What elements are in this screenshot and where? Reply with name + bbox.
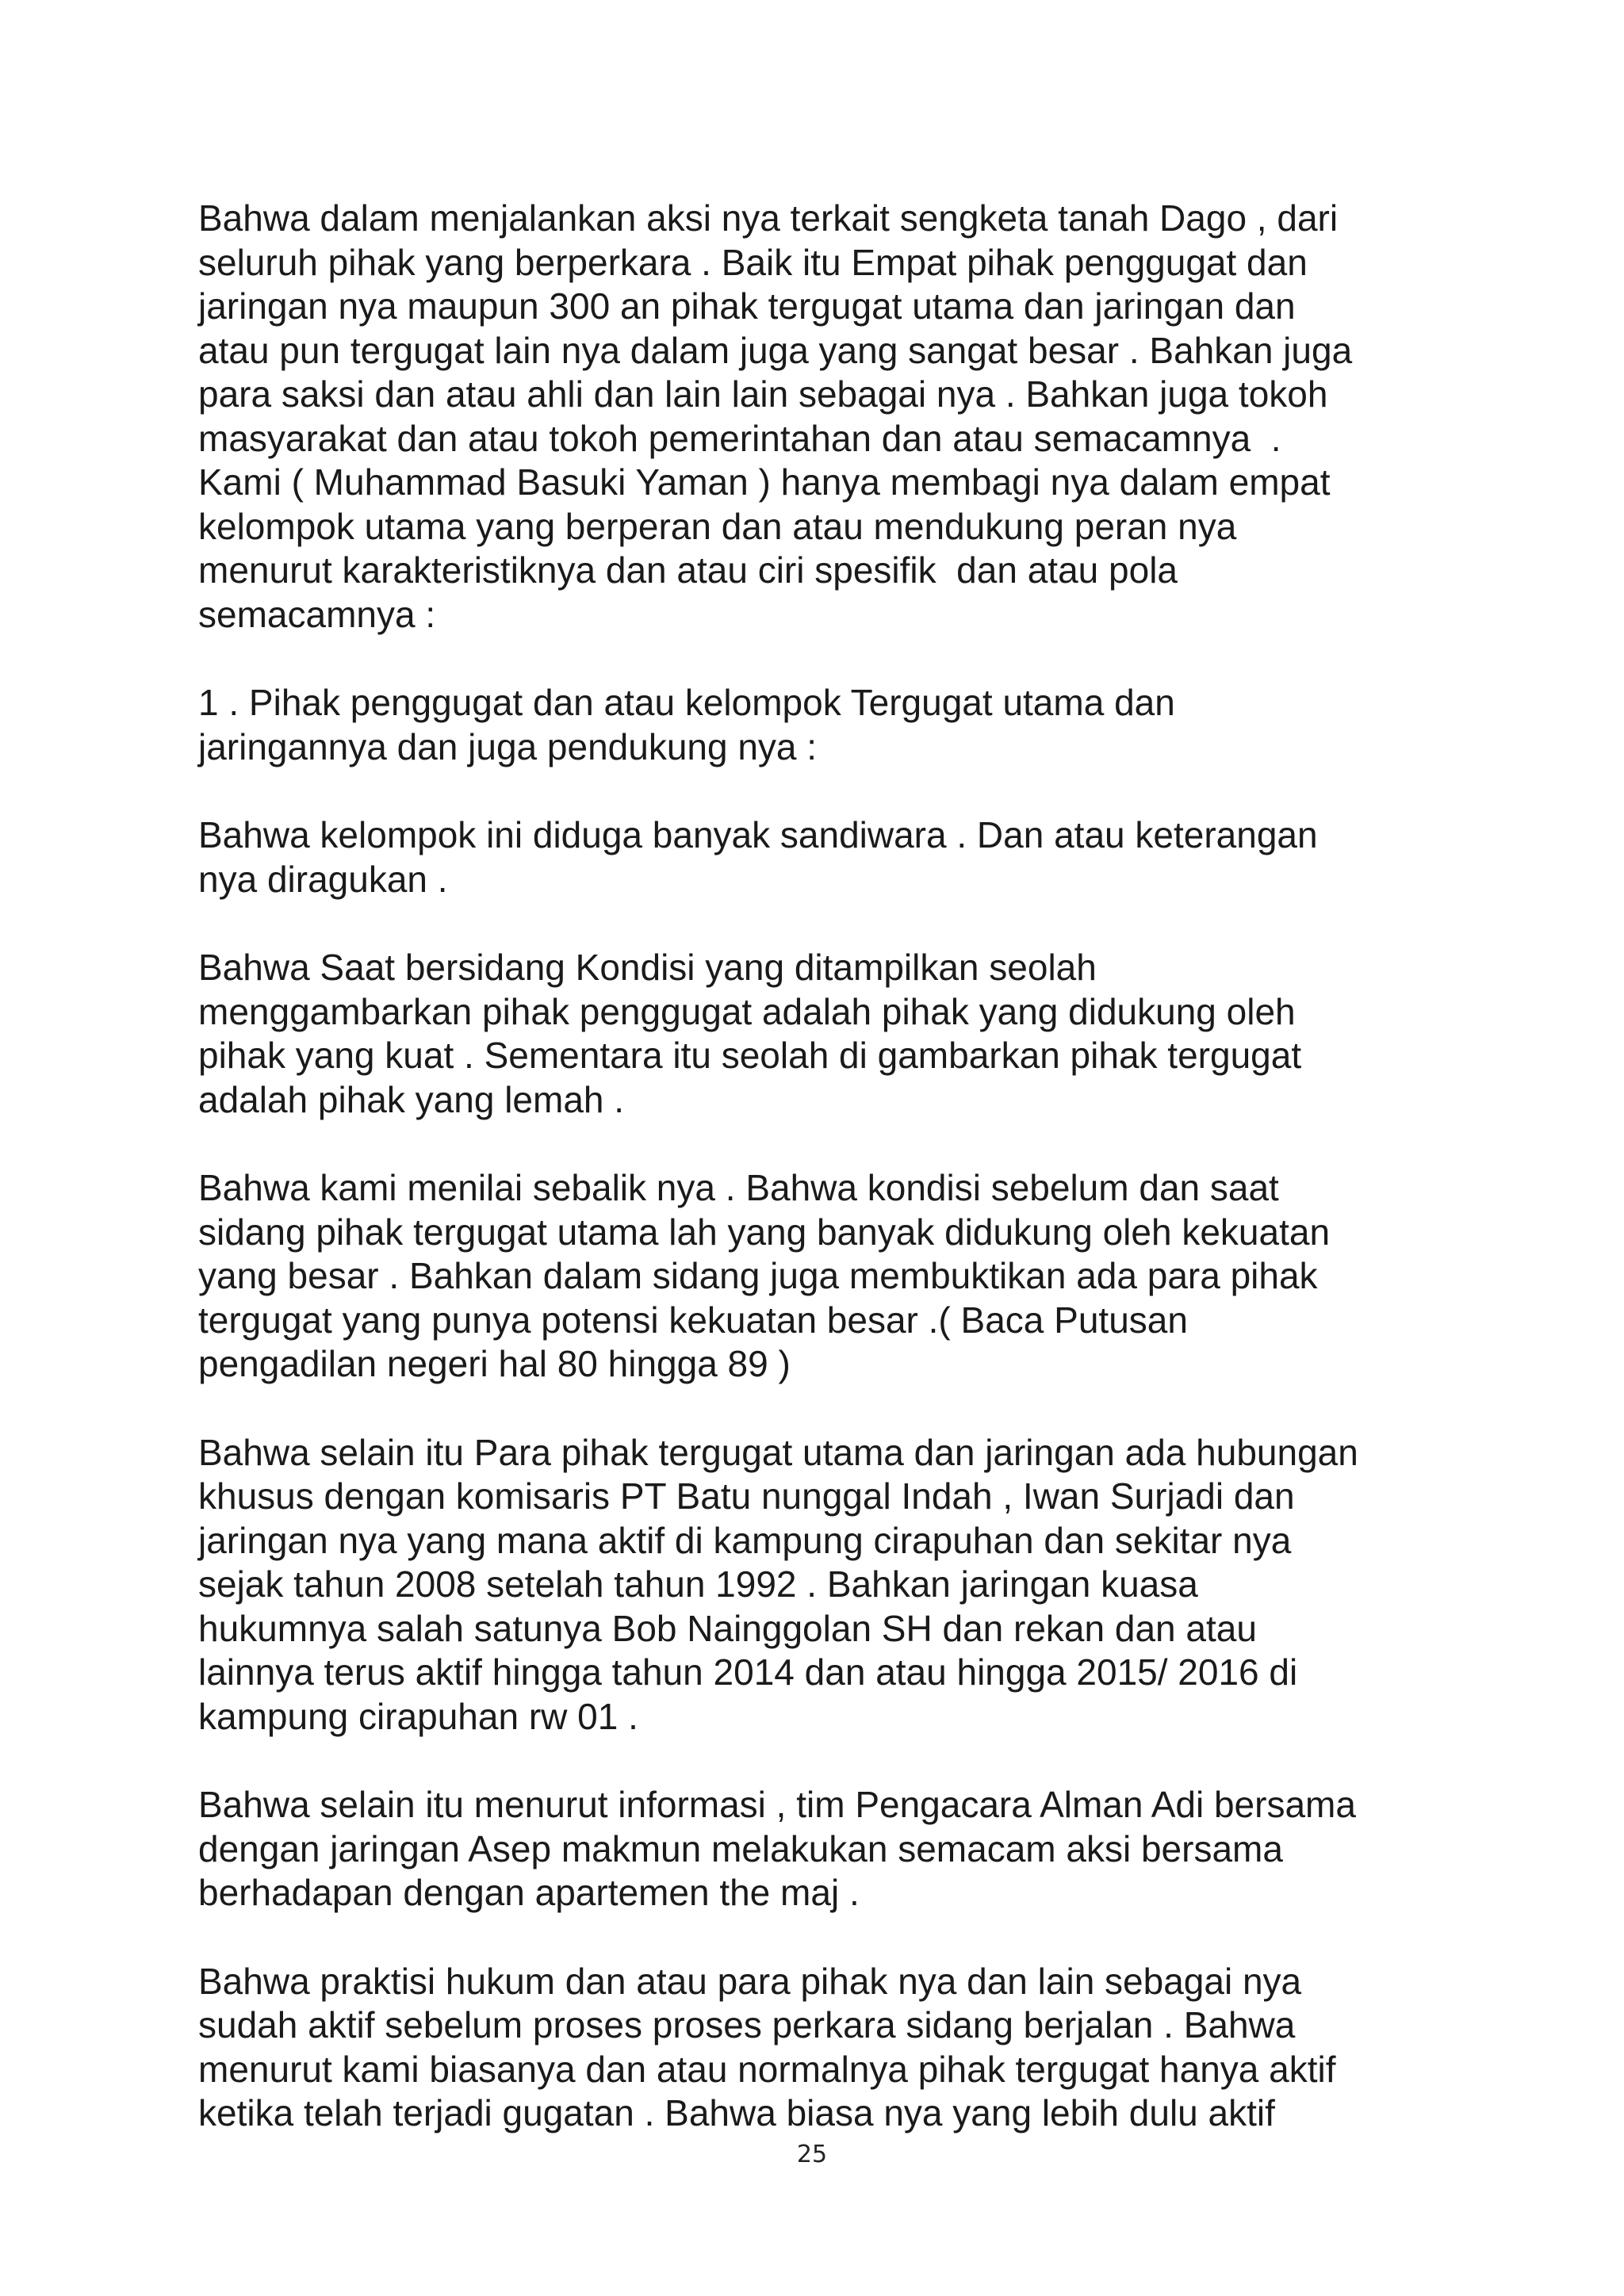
text-line: Kami ( Muhammad Basuki Yaman ) hanya membagi nya dalam empat — [198, 461, 1331, 503]
text-line: menurut kami biasanya dan atau normalnya pihak tergugat hanya aktif — [198, 2048, 1336, 2090]
text-line: seluruh pihak yang berperkara . Baik itu Empat pihak penggugat dan — [198, 241, 1308, 283]
text-line: menurut karakteristiknya dan atau ciri spesifik dan atau pola — [198, 549, 1178, 591]
text-line: nya diragukan . — [198, 858, 448, 900]
text-line: hukumnya salah satunya Bob Nainggolan SH dan rekan dan atau — [198, 1607, 1257, 1649]
text-line: jaringan nya yang mana aktif di kampung cirapuhan dan sekitar nya — [198, 1519, 1292, 1561]
text-line: pengadilan negeri hal 80 hingga 89 ) — [198, 1343, 791, 1384]
text-line: yang besar . Bahkan dalam sidang juga membuktikan ada para pihak — [198, 1255, 1318, 1296]
paragraph-6 — [198, 1431, 1435, 1739]
paragraph-3 — [198, 813, 1435, 901]
paragraph-5 — [198, 1166, 1435, 1387]
text-line: kelompok utama yang berperan dan atau mendukung peran nya — [198, 505, 1237, 547]
text-line: semacamnya : — [198, 593, 436, 635]
text-line: para saksi dan atau ahli dan lain lain sebagai nya . Bahkan juga tokoh — [198, 373, 1328, 415]
text-line: kampung cirapuhan rw 01 . — [198, 1695, 638, 1737]
text-line: Bahwa praktisi hukum dan atau para pihak nya dan lain sebagai nya — [198, 1960, 1302, 2002]
text-line: pihak yang kuat . Sementara itu seolah di gambarkan pihak tergugat — [198, 1035, 1302, 1076]
text-line: dengan jaringan Asep makmun melakukan semacam aksi bersama — [198, 1827, 1283, 1869]
text-line: lainnya terus aktif hingga tahun 2014 dan atau hingga 2015/ 2016 di — [198, 1651, 1298, 1693]
text-line: atau pun tergugat lain nya dalam juga yang sangat besar . Bahkan juga — [198, 329, 1353, 371]
document-body — [198, 197, 1435, 2180]
page-number: 25 — [796, 2141, 828, 2168]
text-line: menggambarkan pihak penggugat adalah pihak yang didukung oleh — [198, 990, 1296, 1032]
text-line: Bahwa Saat bersidang Kondisi yang ditampilkan seolah — [198, 947, 1097, 988]
text-line: sudah aktif sebelum proses proses perkara sidang berjalan . Bahwa — [198, 2004, 1296, 2045]
text-line: Bahwa kami menilai sebalik nya . Bahwa kondisi sebelum dan saat — [198, 1167, 1279, 1208]
text-line: khusus dengan komisaris PT Batu nunggal Indah , Iwan Surjadi dan — [198, 1475, 1295, 1517]
paragraph-8 — [198, 1960, 1435, 2136]
paragraph-7 — [198, 1783, 1435, 1915]
text-line: tergugat yang punya potensi kekuatan besar .( Baca Putusan — [198, 1299, 1188, 1341]
text-line: berhadapan dengan apartemen the maj . — [198, 1872, 860, 1913]
text-line: 1 . Pihak penggugat dan atau kelompok Tergugat utama dan — [198, 682, 1175, 723]
text-line: jaringannya dan juga pendukung nya : — [198, 725, 818, 767]
text-line: jaringan nya maupun 300 an pihak tergugat utama dan jaringan dan — [198, 285, 1296, 327]
text-line: Bahwa selain itu Para pihak tergugat utama dan jaringan ada hubungan — [198, 1431, 1358, 1473]
text-line: masyarakat dan atau tokoh pemerintahan dan atau semacamnya . — [198, 417, 1281, 459]
text-line: ketika telah terjadi gugatan . Bahwa biasa nya yang lebih dulu aktif — [198, 2092, 1275, 2133]
paragraph-2 — [198, 681, 1435, 769]
text-line: Bahwa selain itu menurut informasi , tim Pengacara Alman Adi bersama — [198, 1784, 1356, 1825]
text-line: Bahwa kelompok ini diduga banyak sandiwara . Dan atau keterangan — [198, 814, 1318, 855]
text-line: adalah pihak yang lemah . — [198, 1078, 625, 1120]
paragraph-1 — [198, 197, 1435, 637]
text-line: sidang pihak tergugat utama lah yang banyak didukung oleh kekuatan — [198, 1211, 1331, 1253]
text-line: sejak tahun 2008 setelah tahun 1992 . Bahkan jaringan kuasa — [198, 1563, 1198, 1605]
text-line: Bahwa dalam menjalankan aksi nya terkait sengketa tanah Dago , dari — [198, 197, 1339, 239]
paragraph-4 — [198, 946, 1435, 1122]
